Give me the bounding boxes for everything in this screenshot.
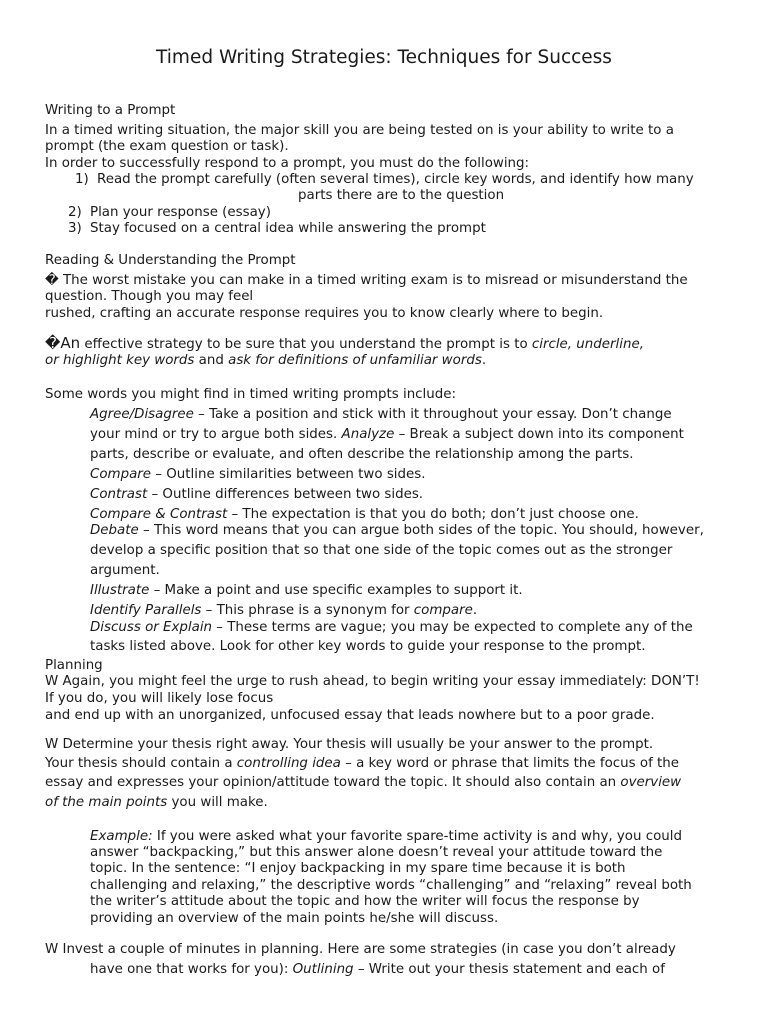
list-item-continuation: parts there are to the question [298,188,505,203]
example-line: challenging and relaxing,” the descriptive words “challenging” and “relaxing” reveal both [90,878,692,893]
list-item: Plan your response (essay) [90,205,271,220]
example-line: Example: If you were asked what your favorite spare-time activity is and why, you could [90,829,683,844]
term-identify-parallels: Identify Parallels – This phrase is a synonym for compare. [90,603,478,618]
paragraph-line: � The worst mistake you can make in a timed writing exam is to misread or misunderstand the [45,273,688,288]
example-line: topic. In the sentence: “I enjoy backpacking in my spare time because it is both [90,861,626,876]
section-heading-reading-understanding: Reading & Understanding the Prompt [45,253,296,268]
list-number: 3) [68,221,82,236]
term-agree-disagree: Agree/Disagree – Take a position and stick with it throughout your essay. Don’t change [90,407,672,422]
term-discuss-explain: Discuss or Explain – These terms are vague; you may be expected to complete any of the [90,620,693,635]
term-discuss-cont: tasks listed above. Look for other key words to guide your response to the prompt. [90,639,646,654]
paragraph-line: essay and expresses your opinion/attitude toward the topic. It should also contain an overview [45,775,682,790]
paragraph-line: �An effective strategy to be sure that you understand the prompt is to circle, underline, [45,334,644,352]
paragraph-line: W Determine your thesis right away. Your thesis will usually be your answer to the prompt. [45,737,654,752]
paragraph-line: If you do, you will likely lose focus [45,691,274,706]
list-item: Stay focused on a central idea while answering the prompt [90,221,486,236]
example-line: answer “backpacking,” but this answer alone doesn’t reveal your attitude toward the [90,845,663,860]
paragraph-line: In order to successfully respond to a prompt, you must do the following: [45,156,530,171]
paragraph-line: W Invest a couple of minutes in planning. Here are some strategies (in case you don’t already [45,942,676,957]
term-compare: Compare – Outline similarities between two sides. [90,467,426,482]
paragraph-line: prompt (the exam question or task). [45,139,289,154]
term-illustrate: Illustrate – Make a point and use specific examples to support it. [90,583,523,598]
list-number: 1) [75,172,89,187]
paragraph-line: and end up with an unorganized, unfocused essay that leads nowhere but to a poor grade. [45,708,655,723]
list-item: Read the prompt carefully (often several times), circle key words, and identify how many [97,172,694,187]
term-debate-cont: develop a specific position that so that one side of the topic comes out as the stronger [90,543,673,558]
paragraph-line: In a timed writing situation, the major skill you are being tested on is your ability to write to a [45,123,674,138]
term-debate-cont: argument. [90,563,160,578]
paragraph-line: Your thesis should contain a controlling idea – a key word or phrase that limits the focus of the [45,756,680,771]
paragraph-line: have one that works for you): Outlining – Write out your thesis statement and each of [90,962,665,977]
section-heading-writing-to-prompt: Writing to a Prompt [45,103,176,118]
term-analyze: your mind or try to argue both sides. Analyze – Break a subject down into its component [90,427,684,442]
paragraph-line: Some words you might find in timed writing prompts include: [45,387,456,402]
term-debate: Debate – This word means that you can argue both sides of the topic. You should, however, [90,523,704,538]
example-line: the writer’s attitude about the topic and how the writer will focus the response by [90,894,640,909]
paragraph-line: of the main points you will make. [45,795,268,810]
example-label: Example: [90,829,153,844]
section-heading-planning: Planning [45,658,103,673]
list-number: 2) [68,205,82,220]
paragraph-line: or highlight key words and ask for definitions of unfamiliar words. [45,353,487,368]
term-compare-contrast: Compare & Contrast – The expectation is that you do both; don’t just choose one. [90,507,639,522]
example-line: providing an overview of the main points he/she will discuss. [90,911,499,926]
bullet-marker: �An [45,334,81,352]
paragraph-line: W Again, you might feel the urge to rush ahead, to begin writing your essay immediately: DON’T! [45,674,700,689]
page-title: Timed Writing Strategies: Techniques for Success [156,47,612,68]
term-analyze-cont: parts, describe or evaluate, and often describe the relationship among the parts. [90,447,634,462]
term-contrast: Contrast – Outline differences between two sides. [90,487,424,502]
paragraph-line: question. Though you may feel [45,289,254,304]
paragraph-line: rushed, crafting an accurate response requires you to know clearly where to begin. [45,306,604,321]
